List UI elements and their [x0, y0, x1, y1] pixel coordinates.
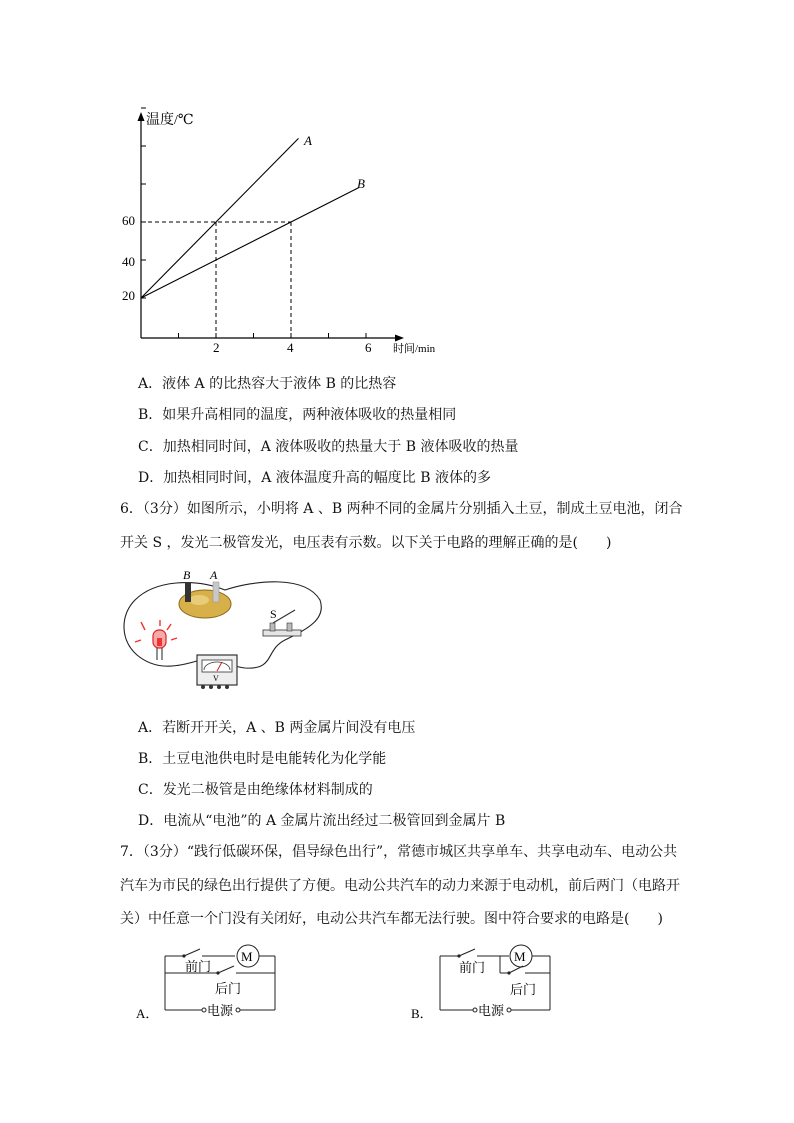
q5-option-d: D．加热相同时间，A 液体温度升高的幅度比 B 液体的多 [138, 470, 491, 486]
metal-plate-a [213, 582, 219, 602]
line-a-label: A [304, 133, 312, 148]
ytick-label-60: 60 [122, 213, 135, 228]
q7-stem-line1: 7．（3分）“践行低碳环保，倡导绿色出行”，常德市城区共享单车、共享电动车、电动公共 [120, 844, 678, 860]
q6-option-a: A．若断开开关，A 、B 两金属片间没有电压 [138, 720, 416, 736]
ytick-label-40: 40 [122, 254, 135, 269]
q5-option-a: A．液体 A 的比热容大于液体 B 的比热容 [138, 376, 397, 392]
xtick-label-4: 4 [287, 340, 294, 355]
graph-xlabel: 时间/min [393, 343, 436, 355]
ytick-label-20: 20 [122, 288, 135, 303]
graph-ylabel: 温度/℃ [146, 113, 194, 128]
q5-option-c: C．加热相同时间，A 液体吸收的热量大于 B 液体吸收的热量 [138, 439, 519, 455]
line-b-label: B [357, 176, 365, 191]
xtick-label-2: 2 [213, 340, 220, 355]
q5-temperature-graph [0, 0, 794, 370]
voltmeter-v-label: V [213, 674, 219, 683]
front-door-switch [184, 949, 200, 956]
q6-option-d: D．电流从“电池”的 A 金属片流出经过二极管回到金属片 B [138, 813, 506, 829]
graph-ticks [141, 108, 366, 338]
front-door-switch-b [459, 949, 475, 956]
circuit-diagram-a [130, 938, 290, 1028]
graph-lines [141, 138, 359, 298]
potato-highlight [189, 595, 209, 605]
circuit-a-option-label: A． [136, 1006, 159, 1021]
back-door-label-a: 后门 [215, 981, 242, 996]
led [135, 620, 177, 660]
q7-stem-line3: 关）中任意一个门没有关闭好，电动公共汽车都无法行驶。图中符合要求的电路是( ) [120, 911, 663, 927]
q6-stem-line2: 开关 S ，发光二极管发光，电压表有示数。以下关于电路的理解正确的是( ) [120, 535, 612, 551]
q7-stem-line2: 汽车为市民的绿色出行提供了方便。电动公共汽车的动力来源于电动机，前后两门（电路开 [120, 878, 680, 894]
q6-option-c: C．发光二极管是由绝缘体材料制成的 [138, 782, 373, 798]
back-door-switch-b [509, 966, 523, 973]
switch-s [263, 607, 301, 636]
voltmeter [197, 655, 237, 689]
front-door-label-a: 前门 [185, 959, 212, 974]
xtick-label-6: 6 [365, 340, 372, 355]
plate-a-label: A [210, 568, 218, 582]
series-line-b [141, 188, 359, 298]
metal-plate-b [185, 582, 191, 602]
back-door-label-b: 后门 [510, 982, 537, 997]
source-label-b: 电源 [478, 1003, 505, 1018]
graph-axes [138, 112, 405, 342]
q5-option-b: B．如果升高相同的温度，两种液体吸收的热量相同 [138, 407, 457, 423]
front-door-label-b: 前门 [459, 960, 486, 975]
graph-dashed-guides [141, 222, 291, 338]
q6-stem-line1: 6．（3分）如图所示，小明将 A 、B 两种不同的金属片分别插入土豆，制成土豆电池，闭合 [120, 501, 683, 517]
motor-a-label: M [241, 949, 253, 964]
circuit-diagram-b [405, 938, 565, 1028]
plate-b-label: B [183, 568, 191, 582]
motor-b-label: M [514, 949, 526, 964]
q6-option-b: B．土豆电池供电时是电能转化为化学能 [138, 751, 387, 767]
y-axis-arrow [138, 112, 145, 121]
switch-s-label: S [270, 607, 277, 621]
x-axis-arrow [395, 335, 404, 342]
potato-battery-figure [115, 560, 330, 700]
series-line-a [141, 138, 299, 298]
circuit-b-option-label: B． [411, 1006, 433, 1021]
source-label-a: 电源 [207, 1003, 234, 1018]
back-door-switch [218, 966, 234, 973]
